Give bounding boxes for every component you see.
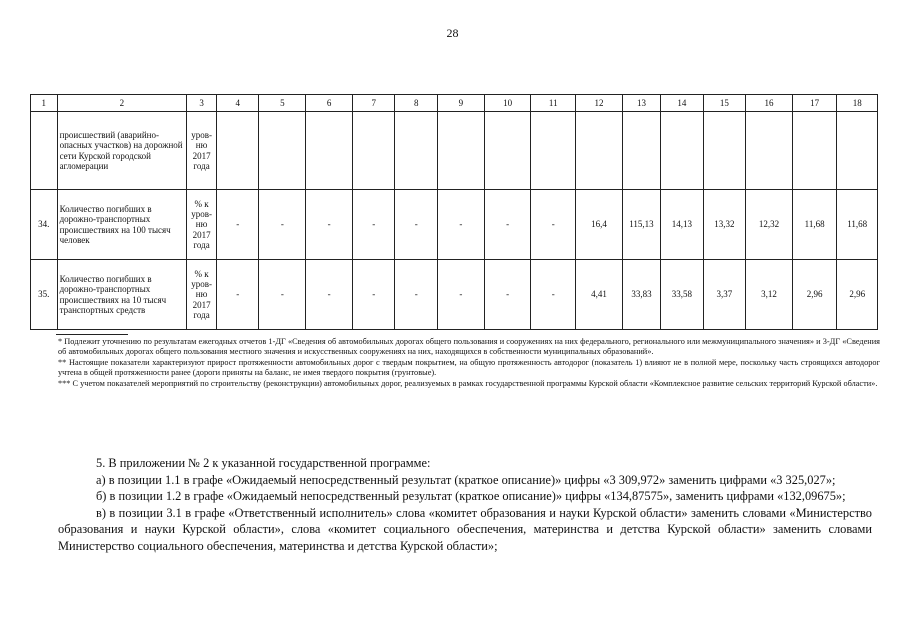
value-cell: [352, 112, 395, 190]
unit: % к уров-ню 2017 года: [187, 260, 217, 330]
table-row: [31, 190, 878, 260]
column-header: 8: [395, 95, 438, 112]
paragraph: б) в позиции 1.2 в графе «Ожидаемый непосредственный результат (краткое описание)» цифры «134,87575», заменить цифрами «132,09675»;: [96, 489, 846, 504]
paragraph: 5. В приложении № 2 к указанной государственной программе:: [96, 456, 431, 470]
footnotes: [58, 337, 880, 389]
value-cell: [792, 112, 837, 190]
value-cell: [395, 112, 438, 190]
column-header: 5: [259, 95, 306, 112]
value-cell: 11,68: [792, 190, 837, 260]
table-header-row: [31, 95, 878, 112]
value-cell: -: [216, 260, 259, 330]
column-header: 13: [622, 95, 660, 112]
value-cell: -: [531, 260, 576, 330]
value-cell: -: [259, 260, 306, 330]
value-cell: [484, 112, 531, 190]
value-cell: [306, 112, 353, 190]
value-cell: 3,12: [746, 260, 793, 330]
value-cell: 33,83: [622, 260, 660, 330]
value-cell: -: [395, 260, 438, 330]
value-cell: [437, 112, 484, 190]
column-header: 17: [792, 95, 837, 112]
table-row: [31, 260, 878, 330]
column-header: 16: [746, 95, 793, 112]
value-cell: 12,32: [746, 190, 793, 260]
footnote-separator: [56, 334, 128, 335]
column-header: 7: [352, 95, 395, 112]
value-cell: [531, 112, 576, 190]
column-header: 10: [484, 95, 531, 112]
value-cell: [259, 112, 306, 190]
value-cell: 3,37: [703, 260, 746, 330]
value-cell: -: [531, 190, 576, 260]
table-row: [31, 112, 878, 190]
value-cell: -: [437, 260, 484, 330]
column-header: 2: [57, 95, 187, 112]
value-cell: 13,32: [703, 190, 746, 260]
value-cell: -: [306, 260, 353, 330]
footnote: *** С учетом показателей мероприятий по строительству (реконструкции) автомобильных дорог, реализуемых в рамках государственной программы Курской области «Комплексное развитие сельских территорий Курской области».: [58, 378, 878, 388]
column-header: 4: [216, 95, 259, 112]
value-cell: -: [352, 190, 395, 260]
value-cell: [837, 112, 878, 190]
column-header: 15: [703, 95, 746, 112]
amendment-text: [58, 455, 872, 555]
unit: уров-ню 2017 года: [187, 112, 217, 190]
row-number: 34.: [31, 190, 58, 260]
column-header: 11: [531, 95, 576, 112]
value-cell: 2,96: [792, 260, 837, 330]
value-cell: [622, 112, 660, 190]
value-cell: 115,13: [622, 190, 660, 260]
row-number: [31, 112, 58, 190]
row-number: 35.: [31, 260, 58, 330]
column-header: 18: [837, 95, 878, 112]
value-cell: 11,68: [837, 190, 878, 260]
value-cell: -: [484, 260, 531, 330]
column-header: 9: [437, 95, 484, 112]
column-header: 12: [576, 95, 623, 112]
column-header: 3: [187, 95, 217, 112]
value-cell: 14,13: [661, 190, 704, 260]
value-cell: 33,58: [661, 260, 704, 330]
page-number: 28: [446, 26, 459, 40]
indicators-table: [30, 94, 878, 330]
value-cell: [216, 112, 259, 190]
footnote: * Подлежит уточнению по результатам ежегодных отчетов 1-ДГ «Сведения об автомобильных дорогах общего пользования и сооружениях на них федерального, регионального или межмуниципального значения» и 3-ДГ «Сведения об автомобильных дорогах общего пользования местного значения и искусственных сооружениях на них, находящихся в собственности муниципальных образований».: [58, 337, 880, 357]
column-header: 14: [661, 95, 704, 112]
value-cell: 2,96: [837, 260, 878, 330]
value-cell: [746, 112, 793, 190]
paragraph: в) в позиции 3.1 в графе «Ответственный исполнитель» слова «комитет образования и науки Курской области» заменить словами «Министерство образования и науки Курской области», слова «комитет социального обеспечения, материнства и детства Курской области» заменить словами Министерство социального обеспечения, материнства и детства Курской области»;: [58, 505, 872, 553]
value-cell: -: [306, 190, 353, 260]
indicator-name: Количество погибших в дорожно-транспортных происшествиях на 100 тысяч человек: [57, 190, 187, 260]
value-cell: -: [352, 260, 395, 330]
value-cell: -: [216, 190, 259, 260]
value-cell: -: [259, 190, 306, 260]
column-header: 1: [31, 95, 58, 112]
value-cell: 16,4: [576, 190, 623, 260]
paragraph: а) в позиции 1.1 в графе «Ожидаемый непосредственный результат (краткое описание)» цифры «3 309,972» заменить цифрами «3 325,027»;: [96, 472, 836, 487]
value-cell: 4,41: [576, 260, 623, 330]
indicator-name: Количество погибших в дорожно-транспортных происшествиях на 10 тысяч транспортных средств: [57, 260, 187, 330]
column-header: 6: [306, 95, 353, 112]
unit: % к уров-ню 2017 года: [187, 190, 217, 260]
indicator-name: происшествий (аварийно- опасных участков) на дорожной сети Курской городской агломерации: [57, 112, 187, 190]
value-cell: [703, 112, 746, 190]
value-cell: -: [395, 190, 438, 260]
value-cell: [661, 112, 704, 190]
value-cell: [576, 112, 623, 190]
value-cell: -: [437, 190, 484, 260]
value-cell: -: [484, 190, 531, 260]
footnote: ** Настоящие показатели характеризуют прирост протяженности автомобильных дорог с твердым покрытием, на общую протяженность автодорог (показатель 1) влияют не в полной мере, поскольку часть строящихся автодорог учтена в общей протяженности ранее (дороги приняты на баланс, не имея твердого покрытия (грунтовые).: [58, 357, 880, 378]
